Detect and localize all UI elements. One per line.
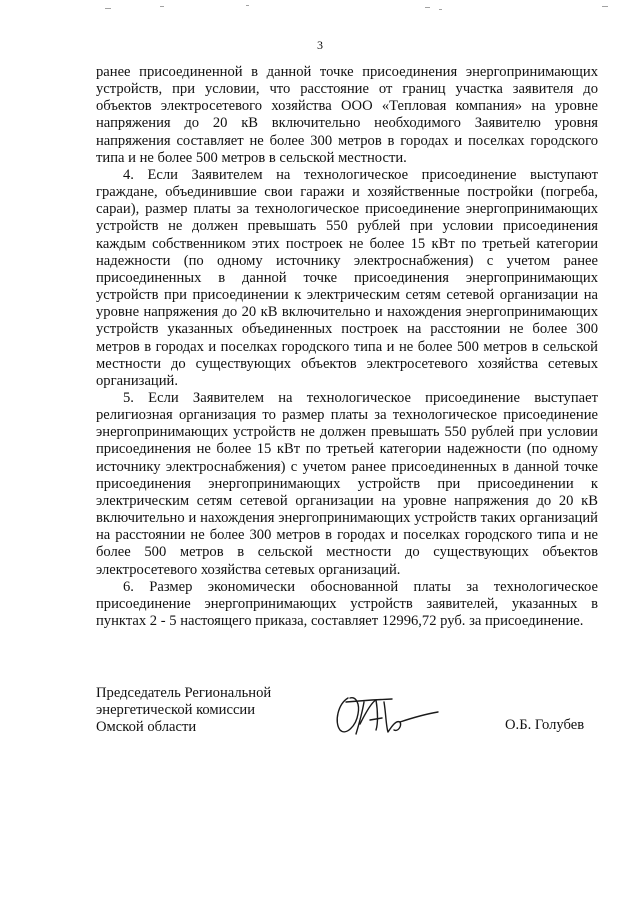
- paragraph-item-5: 5. Если Заявителем на технологическое присоединение выступает религиозная организация то размер платы за технологическое присоединение энергопринимающих устройств не должен превышать 550 рублей при условии присоединения не более 15 кВт по третьей категории надежности (по одному источнику электроснабжения) с учетом ранее присоединенных в данной точке присоединения энергопринимающих устройств при присоединении к электрическим сетям сетевой организации на уровне напряжения до 20 кВ включительно и нахождения энергопринимающих устройств таких организаций на расстоянии не более 300 метров в городах и поселках городского типа и не более 500 метров в сельской местности до существующих объектов электросетевого хозяйства сетевых организаций.: [96, 389, 598, 578]
- document-body: [96, 64, 598, 630]
- signatory-title-line: Председатель Региональной: [96, 685, 272, 701]
- paragraph-item-6: 6. Размер экономически обоснованной платы за технологическое присоединение энергопринимающих устройств заявителей, указанных в пунктах 2 - 5 настоящего приказа, составляет 12996,72 руб. за присоединение.: [96, 578, 598, 629]
- signatory-title-line: энергетической комиссии: [96, 702, 256, 719]
- signatory-name: О.Б. Голубев: [505, 717, 585, 733]
- scan-mark: [602, 6, 608, 7]
- signatory-title: [96, 685, 296, 737]
- page-number: 3: [317, 38, 323, 52]
- paragraph-item-4: 4. Если Заявителем на технологическое присоединение выступают граждане, объединившие свои гаражи и хозяйственные постройки (погреба, сараи), размер платы за технологическое присоединение энергопринимающих устройств не должен превышать 550 рублей при условии присоединения каждым собственником этих построек не более 15 кВт по третьей категории надежности (по одному источнику электроснабжения) с учетом ранее присоединенных в данной точке присоединения энергопринимающих устройств при присоединении к электрическим сетям сетевой организации на уровне напряжения до 20 кВ включительно и нахождения энергопринимающих устройств указанных объединенных построек на расстоянии не более 300 метров в городах и поселках городского типа и не более 500 метров в сельской местности до существующих объектов электросетевого хозяйства сетевых организаций.: [96, 166, 598, 389]
- signatory-title-line: Омской области: [96, 719, 197, 736]
- paragraph-continuation: ранее присоединенной в данной точке присоединения энергопринимающих устройств, при условии, что расстояние от границ участка заявителя до объектов электросетевого хозяйства ООО «Тепловая компания» на уровне напряжения до 20 кВ включительно необходимого Заявителю уровня напряжения составляет не более 300 метров в городах и поселках городского типа и не более 500 метров в сельской местности.: [96, 64, 598, 166]
- scan-mark: [105, 8, 111, 9]
- scan-mark: [439, 9, 442, 10]
- handwritten-signature: [332, 690, 442, 752]
- scan-mark: [160, 6, 164, 7]
- scan-mark: [425, 7, 430, 8]
- scan-mark: [246, 5, 249, 6]
